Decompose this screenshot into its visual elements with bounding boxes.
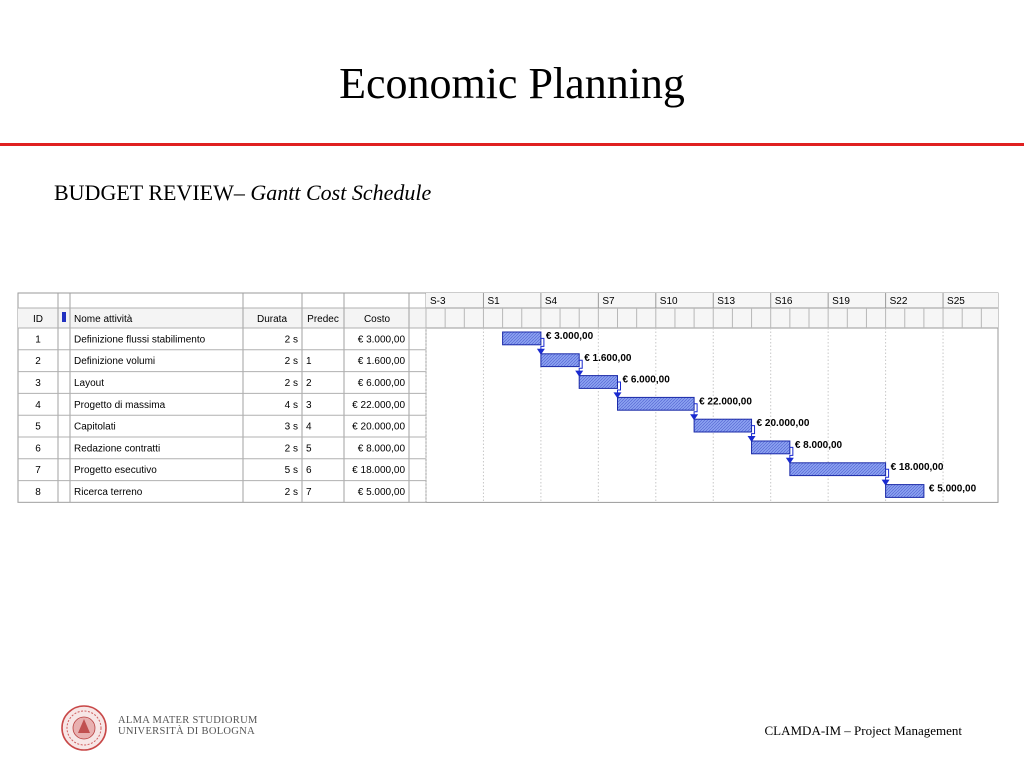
cell-cost: € 1.600,00 [357,356,405,368]
cell-cost: € 8.000,00 [357,443,405,455]
timescale-bg [426,293,998,328]
cell-predecessor: 1 [306,356,312,368]
gantt-bar [503,332,541,345]
cell-cost: € 20.000,00 [352,421,405,433]
header-id: ID [33,314,43,325]
logo-line-1: ALMA MATER STUDIORUM [118,715,258,726]
cell-predecessor: 2 [306,378,312,389]
cell-id: 6 [35,443,41,455]
header-info-icon [62,312,66,322]
timescale-label: S22 [889,296,908,307]
cell-predecessor: 5 [306,443,312,455]
gantt-bar [541,354,579,367]
cell-predecessor: 4 [306,421,312,433]
gantt-bar-label: € 3.000,00 [545,331,594,342]
gantt-bar-label: € 22.000,00 [699,396,752,408]
cell-id: 8 [35,487,41,498]
timescale-label: S1 [487,296,500,307]
timescale-label: S-3 [430,296,446,307]
timescale-label: S25 [947,296,965,307]
cell-cost: € 6.000,00 [357,378,405,389]
cell-duration: 2 s [284,487,298,498]
cell-duration: 5 s [284,465,298,477]
timescale-label: S4 [544,296,558,307]
cell-duration: 2 s [284,443,298,455]
cell-name: Layout [74,378,105,389]
gantt-bar [618,397,695,410]
cell-name: Capitolati [74,421,116,433]
gantt-bar [752,441,790,454]
cell-id: 5 [35,421,41,433]
cell-duration: 4 s [284,399,298,411]
cell-duration: 2 s [284,356,298,368]
cell-duration: 3 s [284,421,298,433]
gantt-bar-label: € 20.000,00 [756,418,810,430]
cell-name: Progetto di massima [74,399,166,411]
timescale-label: S13 [717,296,736,307]
cell-cost: € 18.000,00 [352,465,405,477]
university-logo-text [118,715,258,737]
header-name: Nome attività [74,314,133,325]
cell-duration: 2 s [284,334,298,346]
timescale-label: S10 [659,296,678,307]
cell-id: 4 [35,399,41,411]
cell-id: 2 [35,356,41,368]
cell-name: Redazione contratti [74,443,161,455]
gantt-bar-label: € 8.000,00 [794,440,843,451]
gantt-bar [694,419,751,432]
timescale-label: S19 [832,296,850,307]
university-seal-icon [58,703,114,753]
cell-predecessor: 6 [306,465,312,477]
gantt-bar [790,463,886,476]
logo-line-2: UNIVERSITÀ DI BOLOGNA [118,726,255,737]
cell-id: 1 [35,334,41,346]
cell-name: Definizione volumi [74,356,156,368]
cell-cost: € 22.000,00 [352,399,405,411]
cell-id: 7 [35,465,41,477]
cell-predecessor: 7 [306,487,312,498]
cell-name: Definizione flussi stabilimento [74,334,206,346]
gantt-bar-label: € 1.600,00 [584,352,632,364]
cell-cost: € 3.000,00 [357,334,405,346]
timescale-label: S16 [774,296,793,307]
header-predecessors: Predec [307,314,339,325]
cell-predecessor: 3 [306,399,312,411]
gantt-bar-label: € 18.000,00 [890,461,944,473]
cell-name: Ricerca terreno [74,487,143,498]
cell-name: Progetto esecutivo [74,465,157,477]
gantt-bar [579,376,617,389]
gantt-bar-label: € 5.000,00 [928,483,977,495]
gantt-bar [886,485,924,498]
header-duration: Durata [256,314,288,325]
header-cost: Costo [363,314,391,325]
cell-id: 3 [35,378,41,389]
slide-title: Economic Planning [339,59,685,108]
footer-course: CLAMDA-IM – Project Management [764,723,962,738]
subtitle-main: BUDGET REVIEW– [54,180,251,205]
cell-duration: 2 s [284,378,298,389]
gantt-bar-label: € 6.000,00 [622,374,670,386]
timescale-label: S7 [602,296,615,307]
subtitle-italic: Gantt Cost Schedule [250,180,432,205]
cell-cost: € 5.000,00 [357,487,405,498]
